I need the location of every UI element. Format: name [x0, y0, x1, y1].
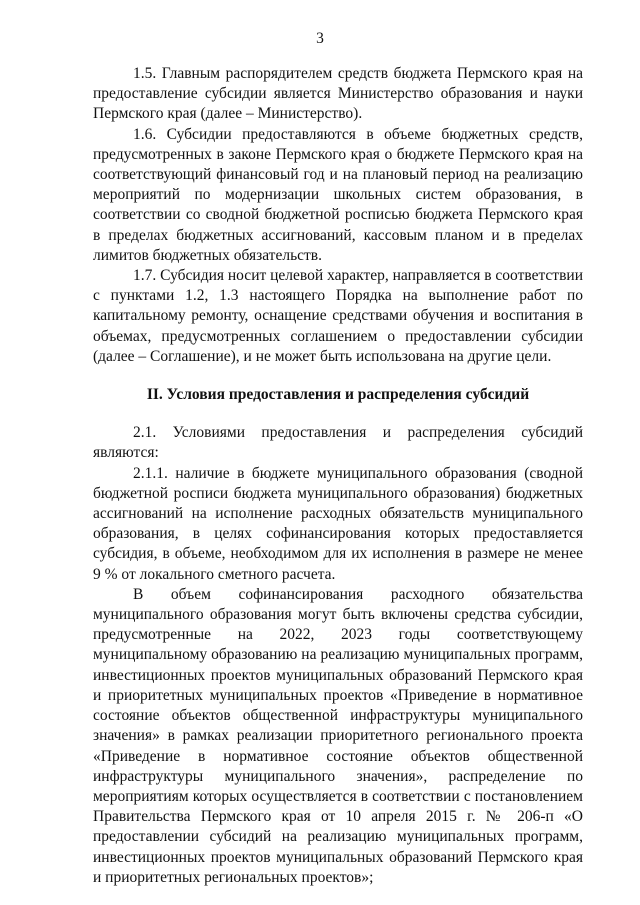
paragraph-2-1: 2.1. Условиями предоставления и распределения субсидий являются: — [93, 424, 583, 462]
paragraph-1-7: 1.7. Субсидия носит целевой характер, направляется в соответствии с пунктами 1.2, 1.3 настоящего Порядка на выполнение работ по капитальному ремонту, оснащение средствами обучения и воспитания в объемах, предусмотренных соглашением о предоставлении субсидии (далее – Соглашение), и не может быть использована на другие цели. — [93, 267, 583, 365]
paragraph-2-1-1: 2.1.1. наличие в бюджете муниципального образования (сводной бюджетной росписи бюджета муниципального образования) бюджетных ассигнований на исполнение расходных обязательств муниципального образования, в целях софинансирования которых предоставляется субсидия, в объеме, необходимом для их исполнения в размере не менее 9 % от локального сметного расчета. — [93, 464, 583, 583]
paragraph-cofinancing: В объем софинансирования расходного обязательства муниципального образования могут быть включены средства субсидии, предусмотренные на 2022, 2023 годы соответствующему муниципальному образованию на реализацию муниципальных программ, инвестиционных проектов муниципальных образований Пермского края и приоритетных муниципальных проектов «Приведение в нормативное состояние объектов общественной инфраструктуры муниципального значения» в рамках реализации приоритетного регионального проекта «Приведение в нормативное состояние объектов общественной инфраструктуры муниципального значения», распределение по мероприятиям которых осуществляется в соответствии с постановлением Правительства Пермского края от 10 апреля 2015 г. № 206-п «О предоставлении субсидий на реализацию муниципальных программ, инвестиционных проектов муниципальных образований Пермского края и приоритетных региональных проектов»; — [93, 585, 583, 886]
paragraph-1-5: 1.5. Главным распорядителем средств бюджета Пермского края на предоставление субсидии является Министерство образования и науки Пермского края (далее – Министерство). — [93, 65, 583, 123]
section-heading: II. Условия предоставления и распределения субсидий — [146, 386, 530, 404]
document-body — [93, 64, 583, 888]
page-number: 3 — [316, 30, 324, 47]
paragraph-1-6: 1.6. Субсидии предоставляются в объеме бюджетных средств, предусмотренных в законе Пермского края о бюджете Пермского края на соответствующий финансовый год и на плановый период на реализацию мероприятий по модернизации школьных систем образования, в соответствии со сводной бюджетной росписью бюджета Пермского края в пределах бюджетных ассигнований, кассовым планом и в пределах лимитов бюджетных обязательств. — [93, 125, 583, 264]
